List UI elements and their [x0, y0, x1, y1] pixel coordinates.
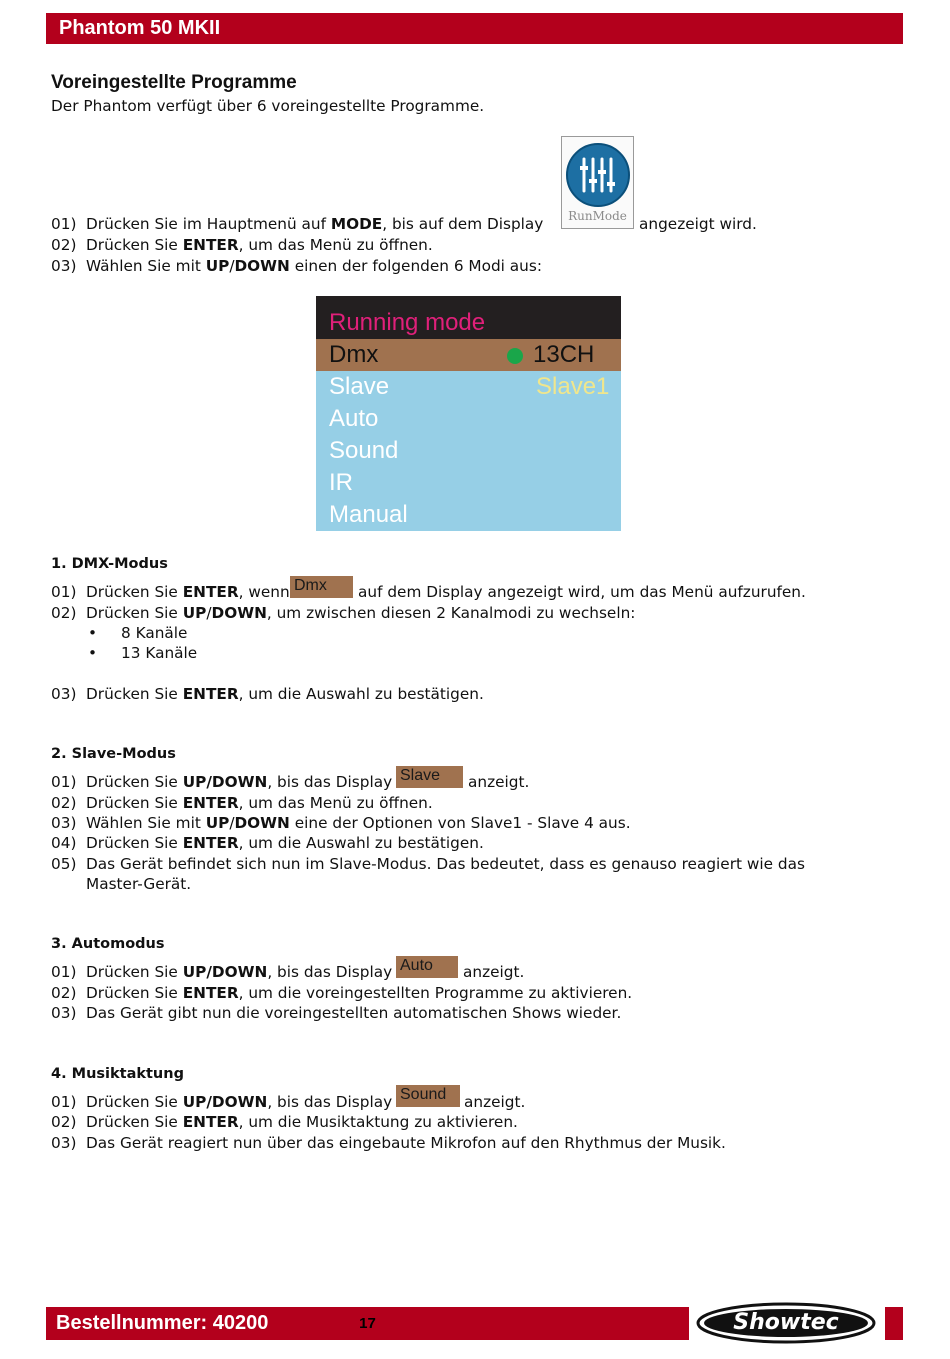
footer-bar	[46, 1307, 689, 1340]
display-screen	[316, 296, 621, 531]
bullet-item: 8 Kanäle	[121, 624, 188, 642]
subsection-heading: 1. DMX-Modus	[51, 556, 168, 572]
sound-tag: Sound	[396, 1085, 460, 1107]
auto-tag: Auto	[396, 956, 458, 978]
step-text: Drücken Sie ENTER, um das Menü zu öffnen.	[86, 794, 433, 812]
step-text: Das Gerät reagiert nun über das eingebaute Mikrofon auf den Rhythmus der Musik.	[86, 1134, 726, 1152]
subsection-heading: 4. Musiktaktung	[51, 1066, 184, 1082]
step-text-cont: Master-Gerät.	[86, 875, 192, 893]
step-text: Das Gerät gibt nun die voreingestellten automatischen Shows wieder.	[86, 1004, 622, 1022]
footer-bar-end	[885, 1307, 903, 1340]
step-number: 05)	[51, 855, 77, 873]
dmx-tag: Dmx	[290, 576, 353, 598]
step-text: Drücken Sie UP/DOWN, bis das Display	[86, 963, 393, 981]
step-text-end: angezeigt wird.	[639, 215, 757, 233]
step-text: Drücken Sie ENTER, wenn	[86, 583, 290, 601]
step-number: 02)	[51, 236, 77, 254]
bullet-icon: •	[88, 644, 98, 662]
display-title-pad	[316, 296, 621, 306]
product-title: Phantom 50 MKII	[59, 17, 221, 39]
step-text: Drücken Sie ENTER, um die Auswahl zu bestätigen.	[86, 685, 484, 703]
display-row-value: 13CH	[533, 341, 595, 368]
brand-logo	[696, 1302, 876, 1344]
step-text-end: anzeigt.	[464, 1093, 526, 1111]
display-title: Running mode	[316, 306, 621, 340]
step-text: Wählen Sie mit UP/DOWN eine der Optionen von Slave1 - Slave 4 aus.	[86, 814, 631, 832]
step-text-end: anzeigt.	[468, 773, 530, 791]
step-text: Wählen Sie mit UP/DOWN einen der folgenden 6 Modi aus:	[86, 257, 542, 275]
display-row-selected	[316, 339, 621, 371]
step-text: Drücken Sie ENTER, um die Auswahl zu bestätigen.	[86, 834, 484, 852]
display-row: Auto	[329, 405, 379, 432]
order-number: Bestellnummer: 40200	[56, 1312, 269, 1334]
display-row: Sound	[329, 437, 399, 464]
subsection-heading: 3. Automodus	[51, 936, 165, 952]
step-number: 01)	[51, 583, 77, 601]
step-text: Das Gerät befindet sich nun im Slave-Modus. Das bedeutet, dass es genauso reagiert wie das	[86, 855, 805, 873]
display-row	[316, 371, 621, 403]
step-number: 02)	[51, 604, 77, 622]
header-bar	[46, 13, 903, 44]
step-number: 03)	[51, 1004, 77, 1022]
display-row-value: Slave1	[536, 373, 610, 400]
step-text: Drücken Sie ENTER, um die Musiktaktung zu aktivieren.	[86, 1113, 518, 1131]
step-text: Drücken Sie UP/DOWN, bis das Display	[86, 1093, 393, 1111]
step-text: Drücken Sie UP/DOWN, bis das Display	[86, 773, 393, 791]
step-text-end: auf dem Display angezeigt wird, um das Menü aufzurufen.	[358, 583, 806, 601]
page-number: 17	[359, 1315, 376, 1332]
step-number: 03)	[51, 814, 77, 832]
step-text: Drücken Sie ENTER, um die voreingestellten Programme zu aktivieren.	[86, 984, 633, 1002]
step-number: 03)	[51, 685, 77, 703]
brand-logo-text: Showtec	[733, 1310, 839, 1335]
slave-tag: Slave	[396, 766, 463, 788]
step-text-end: anzeigt.	[463, 963, 525, 981]
bullet-item: 13 Kanäle	[121, 644, 198, 662]
step-number: 02)	[51, 984, 77, 1002]
status-dot-icon	[507, 348, 523, 364]
display-row: Manual	[329, 501, 408, 528]
step-number: 01)	[51, 1093, 77, 1111]
subsection-heading: 2. Slave-Modus	[51, 746, 176, 762]
bullet-icon: •	[88, 624, 98, 642]
step-text: Drücken Sie UP/DOWN, um zwischen diesen 2 Kanalmodi zu wechseln:	[86, 604, 636, 622]
runmode-icon	[561, 136, 634, 229]
intro-text: Der Phantom verfügt über 6 voreingestellte Programme.	[51, 97, 485, 115]
step-number: 03)	[51, 1134, 77, 1152]
step-number: 02)	[51, 1113, 77, 1131]
step-text: Drücken Sie ENTER, um das Menü zu öffnen.	[86, 236, 433, 254]
display-row-label: Slave	[329, 373, 390, 400]
section-heading: Voreingestellte Programme	[51, 72, 297, 93]
step-number: 01)	[51, 773, 77, 791]
step-number: 01)	[51, 963, 77, 981]
runmode-label: RunMode	[568, 209, 627, 223]
step-text: Drücken Sie im Hauptmenü auf MODE, bis auf dem Display	[86, 215, 544, 233]
step-number: 03)	[51, 257, 77, 275]
display-row-label: Dmx	[329, 341, 379, 368]
display-row: IR	[329, 469, 353, 496]
step-number: 02)	[51, 794, 77, 812]
step-number: 04)	[51, 834, 77, 852]
step-number: 01)	[51, 215, 77, 233]
